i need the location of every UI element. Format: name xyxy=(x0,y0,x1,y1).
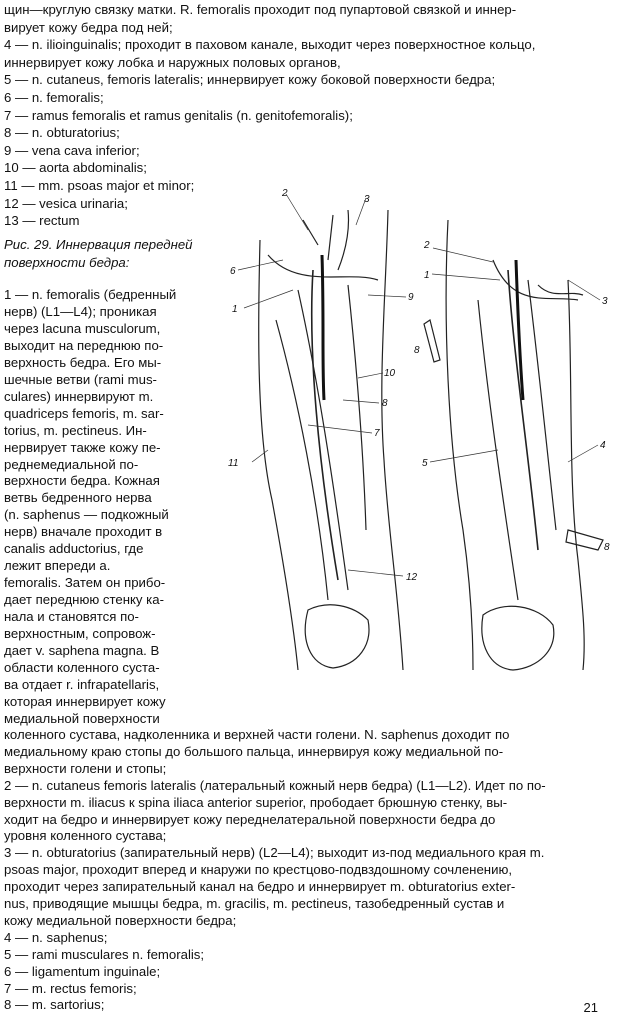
leader-l1 xyxy=(244,290,293,308)
thigh-illustration xyxy=(228,188,620,680)
bottom_lines-line: 2 — n. cutaneus femoris lateralis (латеральный кожный нерв бедра) (L1—L2). Идет по по- xyxy=(4,777,546,793)
top_lines-line: иннервирует кожу лобка и наружных половых органов, xyxy=(4,54,341,70)
label-r5: 5 xyxy=(422,458,428,469)
left_column-line: quadriceps femoris, m. sar- xyxy=(4,405,164,421)
leader-l10 xyxy=(358,373,383,378)
leader-r2 xyxy=(433,248,493,262)
label-r3: 3 xyxy=(602,296,608,307)
left_column-line: нервирует также кожу пе- xyxy=(4,439,161,455)
top_lines-line: вирует кожу бедра под ней; xyxy=(4,19,173,35)
bottom_lines-line: уровня коленного сустава; xyxy=(4,828,167,844)
bottom_lines-line: проходит через запирательный канал на бедро и иннервирует m. obturatorius exter- xyxy=(4,879,516,895)
left_column-line: верхности бедра. Кожная xyxy=(4,473,160,489)
label-r8a: 8 xyxy=(414,345,420,356)
anatomical-figure-thigh-innervation xyxy=(228,188,620,680)
caption-line: поверхности бедра: xyxy=(4,255,130,270)
bottom_lines-line: верхности голени и стопы; xyxy=(4,760,167,776)
label-r8b: 8 xyxy=(604,542,610,553)
right-saphenous-nerve xyxy=(508,270,538,550)
top_lines-line: 6 — n. femoralis; xyxy=(4,90,104,105)
bottom_lines-line: коленного сустава, надколенника и верхней части голени. N. saphenus доходит по xyxy=(4,727,510,742)
leader-r4 xyxy=(568,445,598,462)
right-leg-drawing xyxy=(424,220,603,670)
bottom_lines-line: кожу медиальной поверхности бедра; xyxy=(4,912,237,928)
bottom_lines-line: 8 — m. sartorius; xyxy=(4,997,105,1013)
label-l2: 2 xyxy=(282,188,288,199)
left_column-line: которая иннервирует кожу xyxy=(4,693,166,709)
label-l12: 12 xyxy=(406,572,418,583)
page-number: 21 xyxy=(583,1000,598,1015)
left_column-line: медиальной поверхности xyxy=(4,710,160,726)
left_column-line: области коленного суста- xyxy=(4,659,160,675)
left-upper-nerves xyxy=(303,210,349,270)
right-knee xyxy=(482,606,554,670)
label-l1: 1 xyxy=(232,304,238,315)
label-l10: 10 xyxy=(384,368,396,379)
top_lines-line: 9 — vena cava inferior; xyxy=(4,142,140,158)
bottom_lines-line: ходит на бедро и иннервирует кожу переднелатеральной поверхности бедра до xyxy=(4,811,496,827)
left-knee xyxy=(305,605,369,668)
top_lines-line: 8 — n. obturatorius; xyxy=(4,125,120,141)
label-l11: 11 xyxy=(228,458,239,469)
label-r4: 4 xyxy=(600,440,606,451)
right-cut-muscle-8a xyxy=(424,320,440,362)
bottom_lines-line: 5 — rami musculares n. femoralis; xyxy=(4,946,205,962)
left_column-line: через lacuna musculorum, xyxy=(4,320,161,336)
left_column-line: canalis adductorius, где xyxy=(4,541,144,557)
bottom_lines-line: psoas major, проходит вперед и кнаружи по крестцово-подвздошному сочленению, xyxy=(4,862,512,878)
bottom_lines-line: 4 — n. saphenus; xyxy=(4,929,108,945)
caption-line: Рис. 29. Иннервация передней xyxy=(4,237,193,252)
top_lines-line: 12 — vesica urinaria; xyxy=(4,195,128,211)
left_column-line: ва отдает r. infrapatellaris, xyxy=(4,676,160,692)
leader-l8 xyxy=(343,400,379,403)
left_column-line: дает v. saphena magna. В xyxy=(4,642,160,658)
left_column-line: torius, m. pectineus. Ин- xyxy=(4,422,147,438)
top_lines-line: 11 — mm. psoas major et minor; xyxy=(4,178,195,193)
top_lines-line: 5 — n. cutaneus, femoris lateralis; иннервирует кожу боковой поверхности бедра; xyxy=(4,72,496,88)
leader-r3 xyxy=(568,280,600,300)
top_lines-line: 13 — rectum xyxy=(4,213,80,229)
bottom_lines-line: 3 — n. obturatorius (запирательный нерв) (L2—L4); выходит из-под медиального края m. xyxy=(4,845,545,861)
left_column-line: дает переднюю стенку ка- xyxy=(4,592,164,608)
bottom_lines-line: 7 — m. rectus femoris; xyxy=(4,980,137,996)
left-leg-outline-lateral xyxy=(259,240,298,670)
top_lines-line: щин—круглую связку матки. R. femoralis проходит под пупартовой связкой и иннер- xyxy=(4,2,517,17)
left_column-line: нала и становятся по- xyxy=(4,609,139,625)
label-l6: 6 xyxy=(230,266,236,277)
top_lines-line: 4 — n. ilioinguinalis; проходит в паховом канале, выходит через поверхностное кольцо, xyxy=(4,37,536,53)
leader-r5 xyxy=(430,450,498,462)
left-leg-drawing xyxy=(259,210,403,670)
left_column-line: шечные ветви (rami mus- xyxy=(4,371,157,387)
leader-l9 xyxy=(368,295,406,297)
left-adductor xyxy=(348,285,366,530)
leader-l6 xyxy=(238,260,283,270)
left_column-line: culares) иннервируют m. xyxy=(4,388,154,404)
bottom_lines-line: 6 — ligamentum inguinale; xyxy=(4,963,161,979)
right-leg-outline-lateral xyxy=(446,220,473,670)
label-r1: 1 xyxy=(424,270,430,281)
left_column-line: верхностным, сопровож- xyxy=(4,626,156,641)
left_column-line: femoralis. Затем он прибо- xyxy=(4,575,166,591)
bottom_lines-line: верхности m. iliacus к spina iliaca anterior superior, прободает брюшную стенку, вы- xyxy=(4,794,508,810)
left-femoral-nerve xyxy=(312,270,338,580)
top_lines-line: 7 — ramus femoralis et ramus genitalis (n. genitofemoralis); xyxy=(4,107,353,123)
label-l8: 8 xyxy=(382,398,388,409)
top_lines-line: 10 — aorta abdominalis; xyxy=(4,160,147,176)
right-obturator-branch xyxy=(538,285,583,295)
left-leg-outline-medial xyxy=(382,210,403,670)
label-r2: 2 xyxy=(424,240,430,251)
label-l9: 9 xyxy=(408,292,414,303)
right-leg-outline-medial xyxy=(568,280,584,670)
left_column-line: (n. saphenus — подкожный xyxy=(4,507,169,523)
left_column-line: верхность бедра. Его мы- xyxy=(4,354,162,370)
left-vessel xyxy=(322,255,324,400)
right-cut-muscle-8b xyxy=(566,530,603,550)
label-l7: 7 xyxy=(374,428,380,439)
left_column-line: нерв) вначале проходит в xyxy=(4,524,163,540)
left_column-line: лежит впереди а. xyxy=(4,558,111,574)
bottom_lines-line: медиальному краю стопы до большого пальца, иннервируя кожу медиальной по- xyxy=(4,743,504,759)
left_column-line: 1 — n. femoralis (бедренный xyxy=(4,287,177,302)
left_column-line: выходит на переднюю по- xyxy=(4,337,164,353)
leader-l2 xyxy=(286,194,308,230)
figure-number-labels xyxy=(228,188,610,583)
left_column-line: ветвь бедренного нерва xyxy=(4,490,152,506)
right-vessel xyxy=(516,260,523,400)
leader-r1 xyxy=(432,274,500,280)
bottom_lines-line: nus, приводящие мышцы бедра, m. gracilis, m. pectineus, тазобедренный сустав и xyxy=(4,896,505,911)
left_column-line: нерв) (L1—L4); проникая xyxy=(4,303,157,319)
label-l3: 3 xyxy=(364,194,370,205)
left_column-line: реднемедиальной по- xyxy=(4,456,139,472)
